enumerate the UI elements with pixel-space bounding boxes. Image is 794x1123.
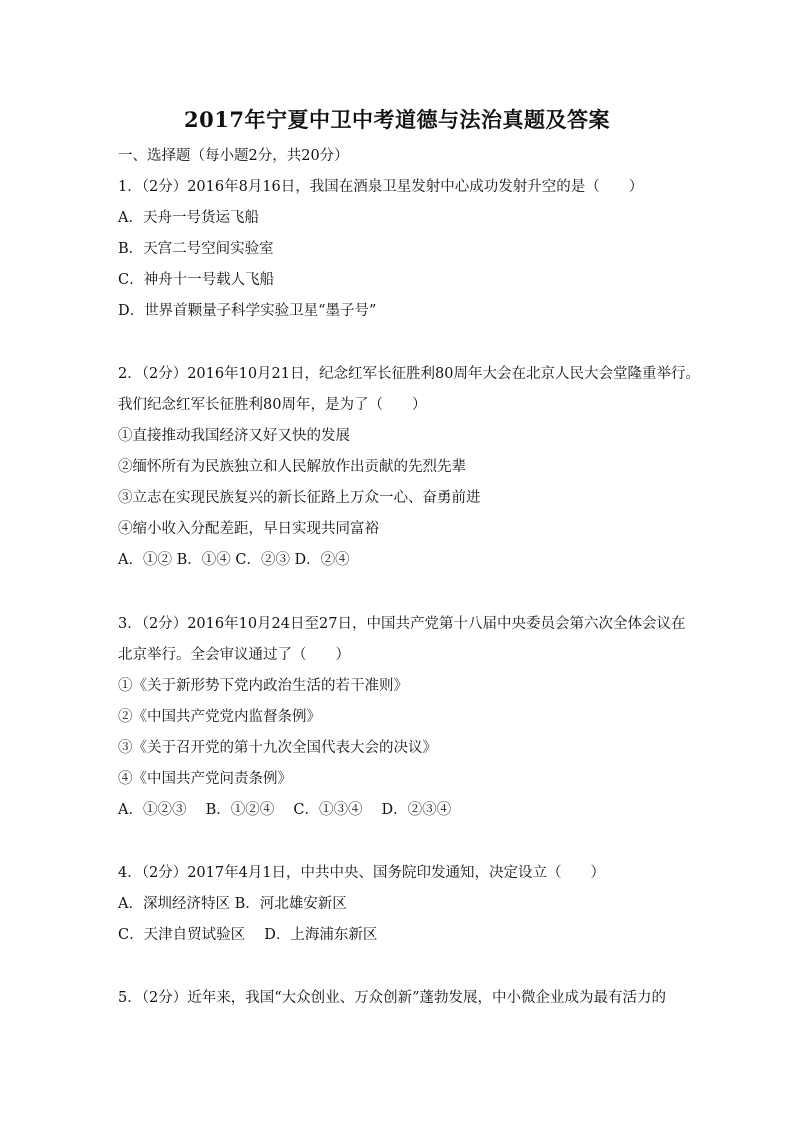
page-title: 2017年宁夏中卫中考道德与法治真题及答案	[184, 107, 610, 132]
q3-options: A．①②③ B．①②④ C．①③④ D．②③④	[118, 802, 452, 818]
q2-item-2: ②缅怀所有为民族独立和人民解放作出贡献的先烈先辈	[118, 459, 466, 475]
q3-stem-line1: 3．（2分）2016年10月24日至27日，中国共产党第十八届中央委员会第六次全体会议在	[118, 616, 686, 632]
q1-option-b: B．天宫二号空间实验室	[118, 241, 274, 257]
q2-item-4: ④缩小收入分配差距，早日实现共同富裕	[118, 521, 379, 537]
q4-stem: 4．（2分）2017年4月1日，中共中央、国务院印发通知，决定设立（ ）	[118, 865, 606, 881]
q3-item-2: ②《中国共产党党内监督条例》	[118, 709, 321, 725]
q3-item-4: ④《中国共产党问责条例》	[118, 771, 292, 787]
q5-stem: 5．（2分）近年来，我国“大众创业、万众创新”蓬勃发展，中小微企业成为最有活力的	[118, 990, 667, 1006]
q2-options: A．①② B．①④ C．②③ D．②④	[118, 552, 350, 568]
q2-item-1: ①直接推动我国经济又好又快的发展	[118, 428, 350, 444]
q2-stem-line1: 2．（2分）2016年10月21日，纪念红军长征胜利80周年大会在北京人民大会堂隆重举行。	[118, 366, 700, 382]
q1-option-a: A．天舟一号货运飞船	[118, 210, 259, 226]
q2-stem-line2: 我们纪念红军长征胜利80周年，是为了（ ）	[118, 397, 427, 413]
q3-stem-line2: 北京举行。全会审议通过了（ ）	[118, 647, 350, 663]
q3-item-3: ③《关于召开党的第十九次全国代表大会的决议》	[118, 740, 437, 756]
q2-item-3: ③立志在实现民族复兴的新长征路上万众一心、奋勇前进	[118, 490, 481, 506]
section-heading: 一、选择题（每小题2分，共20分）	[118, 148, 349, 164]
q1-option-d: D．世界首颗量子科学实验卫星“墨子号”	[118, 303, 377, 319]
q1-option-c: C．神舟十一号载人飞船	[118, 272, 275, 288]
q3-item-1: ①《关于新形势下党内政治生活的若干准则》	[118, 678, 408, 694]
q1-stem: 1．（2分）2016年8月16日，我国在酒泉卫星发射中心成功发射升空的是（ ）	[118, 179, 644, 195]
q4-options-ab: A．深圳经济特区 B．河北雄安新区	[118, 896, 347, 912]
q4-options-cd: C．天津自贸试验区 D．上海浦东新区	[118, 927, 378, 943]
